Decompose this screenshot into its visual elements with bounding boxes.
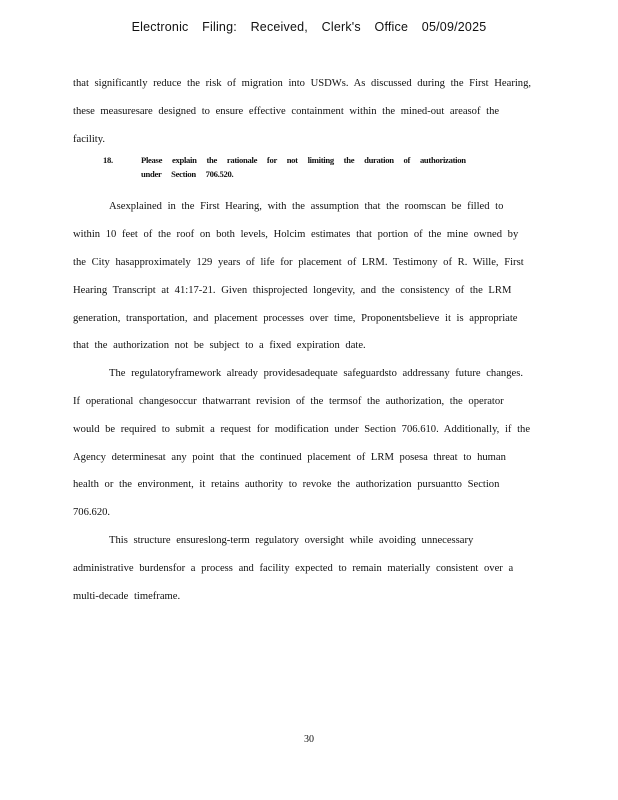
document-body xyxy=(73,70,535,610)
answer-paragraph-2: The regulatoryframework already providesadequate safeguardsto addressany future changes. If operational changesoccur thatwarrant revision of the termsof the authorization, the operator would be required to submit a request for modification under Section 706.610. Additionally, if the Agency determinesat any point that the continued placement of LRM posesa threat to human health or the environment, it retains authority to revoke the authorization pursuantto Section 706.620. xyxy=(73,368,531,519)
filing-stamp-header: Electronic Filing: Received, Clerk's Office 05/09/2025 xyxy=(131,20,487,34)
intro-paragraph: that significantly reduce the risk of migration into USDWs. As discussed during the First Hearing, these measuresare designed to ensure effective containment within the mined-out areasof the facility. xyxy=(73,78,532,145)
question-number: 18. xyxy=(103,155,113,166)
answer-paragraph-1: Asexplained in the First Hearing, with the assumption that the roomscan be filled to within 10 feet of the roof on both levels, Holcim estimates that portion of the mine owned by the City hasapproximately 129 years of life for placement of LRM. Testimony of R. Wille, First Hearing Transcript at 41:17-21. Given thisprojected longevity, and the consistency of the LRM generation, transportation, and placement processes over time, Proponentsbelieve it is appropriate that the authorization not be subject to a fixed expiration date. xyxy=(73,201,524,352)
page-number: 30 xyxy=(304,734,314,745)
answer-paragraph-3: This structure ensureslong-term regulatory oversight while avoiding unnecessary administrative burdensfor a process and facility expected to remain materially consistent over a multi-decade timeframe. xyxy=(73,534,514,602)
question-heading xyxy=(73,153,535,181)
question-line-1: Please explain the rationale for not limiting the duration of authorization xyxy=(141,155,466,166)
question-line-2: under Section 706.520. xyxy=(141,169,234,180)
